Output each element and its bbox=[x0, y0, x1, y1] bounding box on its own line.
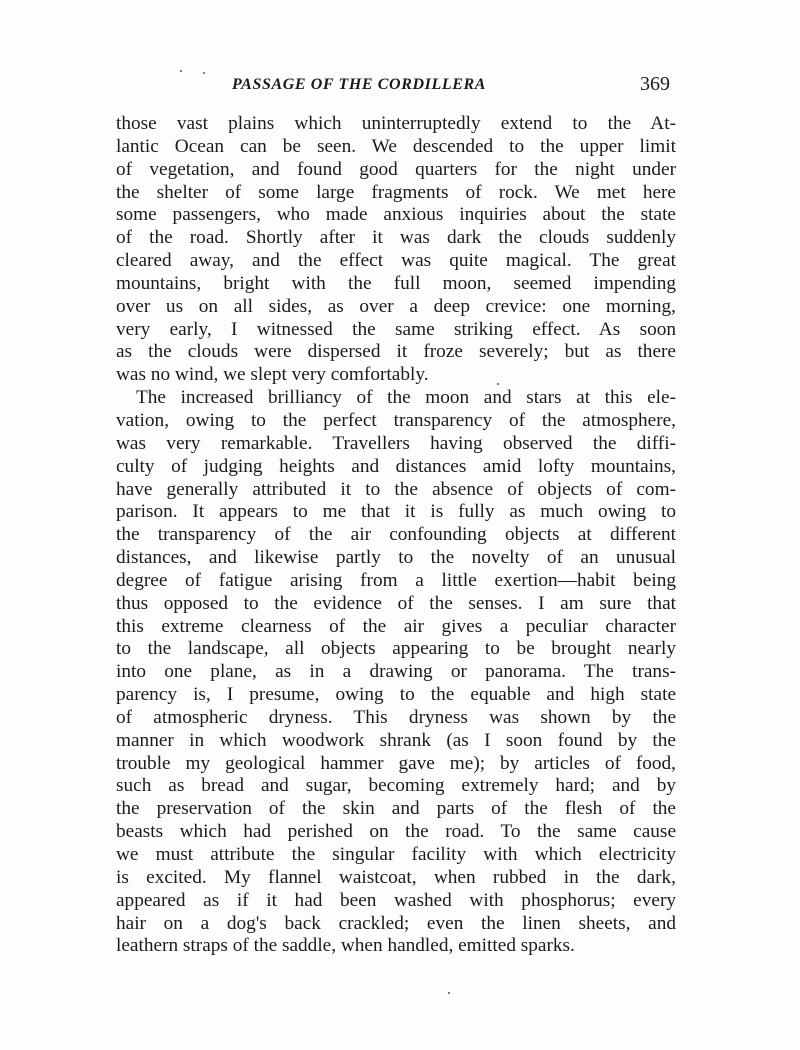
text-line: degree of fatigue arising from a little exertion—habit being bbox=[116, 569, 676, 591]
text-line: some passengers, who made anxious inquiries about the state bbox=[116, 204, 676, 226]
text-line: the shelter of some large fragments of rock. We met here bbox=[116, 181, 676, 203]
text-line: appeared as if it had been washed with phosphorus; every bbox=[116, 889, 676, 911]
text-line: thus opposed to the evidence of the senses. I am sure that bbox=[116, 592, 676, 614]
text-line: vation, owing to the perfect transparency of the atmosphere, bbox=[116, 409, 676, 431]
text-line: the transparency of the air confounding objects at different bbox=[116, 524, 676, 546]
text-line: parison. It appears to me that it is fully as much owing to bbox=[116, 501, 676, 523]
running-title: PASSAGE OF THE CORDILLERA bbox=[232, 76, 487, 93]
running-head bbox=[116, 73, 670, 100]
text-line: was no wind, we slept very comfortably. bbox=[116, 364, 429, 386]
text-line: trouble my geological hammer gave me); by articles of food, bbox=[116, 752, 676, 774]
text-line: of the road. Shortly after it was dark the clouds suddenly bbox=[116, 227, 676, 249]
text-line: we must attribute the singular facility with which electricity bbox=[116, 844, 676, 865]
text-line: The increased brilliancy of the moon and stars at this ele- bbox=[136, 387, 676, 409]
text-line: over us on all sides, as over a deep crevice: one morning, bbox=[116, 295, 676, 317]
text-line: this extreme clearness of the air gives a peculiar character bbox=[116, 615, 676, 637]
text-line: the preservation of the skin and parts of the flesh of the bbox=[116, 798, 676, 820]
text-line: is excited. My flannel waistcoat, when rubbed in the dark, bbox=[116, 866, 676, 888]
text-line: to the landscape, all objects appearing to be brought nearly bbox=[116, 638, 676, 660]
text-line: parency is, I presume, owing to the equable and high state bbox=[116, 684, 676, 706]
text-line: into one plane, as in a drawing or panorama. The trans- bbox=[116, 661, 676, 683]
text-line: those vast plains which uninterruptedly extend to the At- bbox=[116, 113, 676, 134]
print-speck bbox=[203, 72, 205, 74]
text-line: leathern straps of the saddle, when handled, emitted sparks. bbox=[116, 935, 575, 957]
text-line: of atmospheric dryness. This dryness was shown by the bbox=[116, 706, 676, 728]
text-line: mountains, bright with the full moon, seemed impending bbox=[116, 272, 676, 294]
print-speck bbox=[497, 383, 499, 385]
text-line: very early, I witnessed the same striking effect. As soon bbox=[116, 318, 676, 340]
paragraph-1 bbox=[116, 113, 676, 387]
paragraph-2 bbox=[116, 387, 676, 958]
print-speck bbox=[448, 992, 450, 994]
print-speck bbox=[180, 70, 182, 72]
text-line: lantic Ocean can be seen. We descended to the upper limit bbox=[116, 135, 676, 157]
text-line: beasts which had perished on the road. To the same cause bbox=[116, 821, 676, 843]
text-line: cleared away, and the effect was quite magical. The great bbox=[116, 250, 676, 272]
text-line: such as bread and sugar, becoming extremely hard; and by bbox=[116, 775, 676, 797]
text-line: distances, and likewise partly to the novelty of an unusual bbox=[116, 547, 676, 569]
text-line: manner in which woodwork shrank (as I soon found by the bbox=[116, 729, 676, 751]
page-number: 369 bbox=[640, 73, 670, 95]
text-line: hair on a dog's back crackled; even the linen sheets, and bbox=[116, 912, 676, 934]
text-line: of vegetation, and found good quarters for the night under bbox=[116, 158, 676, 180]
body-text bbox=[116, 113, 676, 958]
text-line: have generally attributed it to the absence of objects of com- bbox=[116, 478, 676, 500]
text-line: as the clouds were dispersed it froze severely; but as there bbox=[116, 341, 676, 363]
text-line: culty of judging heights and distances amid lofty mountains, bbox=[116, 455, 676, 477]
text-line: was very remarkable. Travellers having observed the diffi- bbox=[116, 432, 676, 454]
